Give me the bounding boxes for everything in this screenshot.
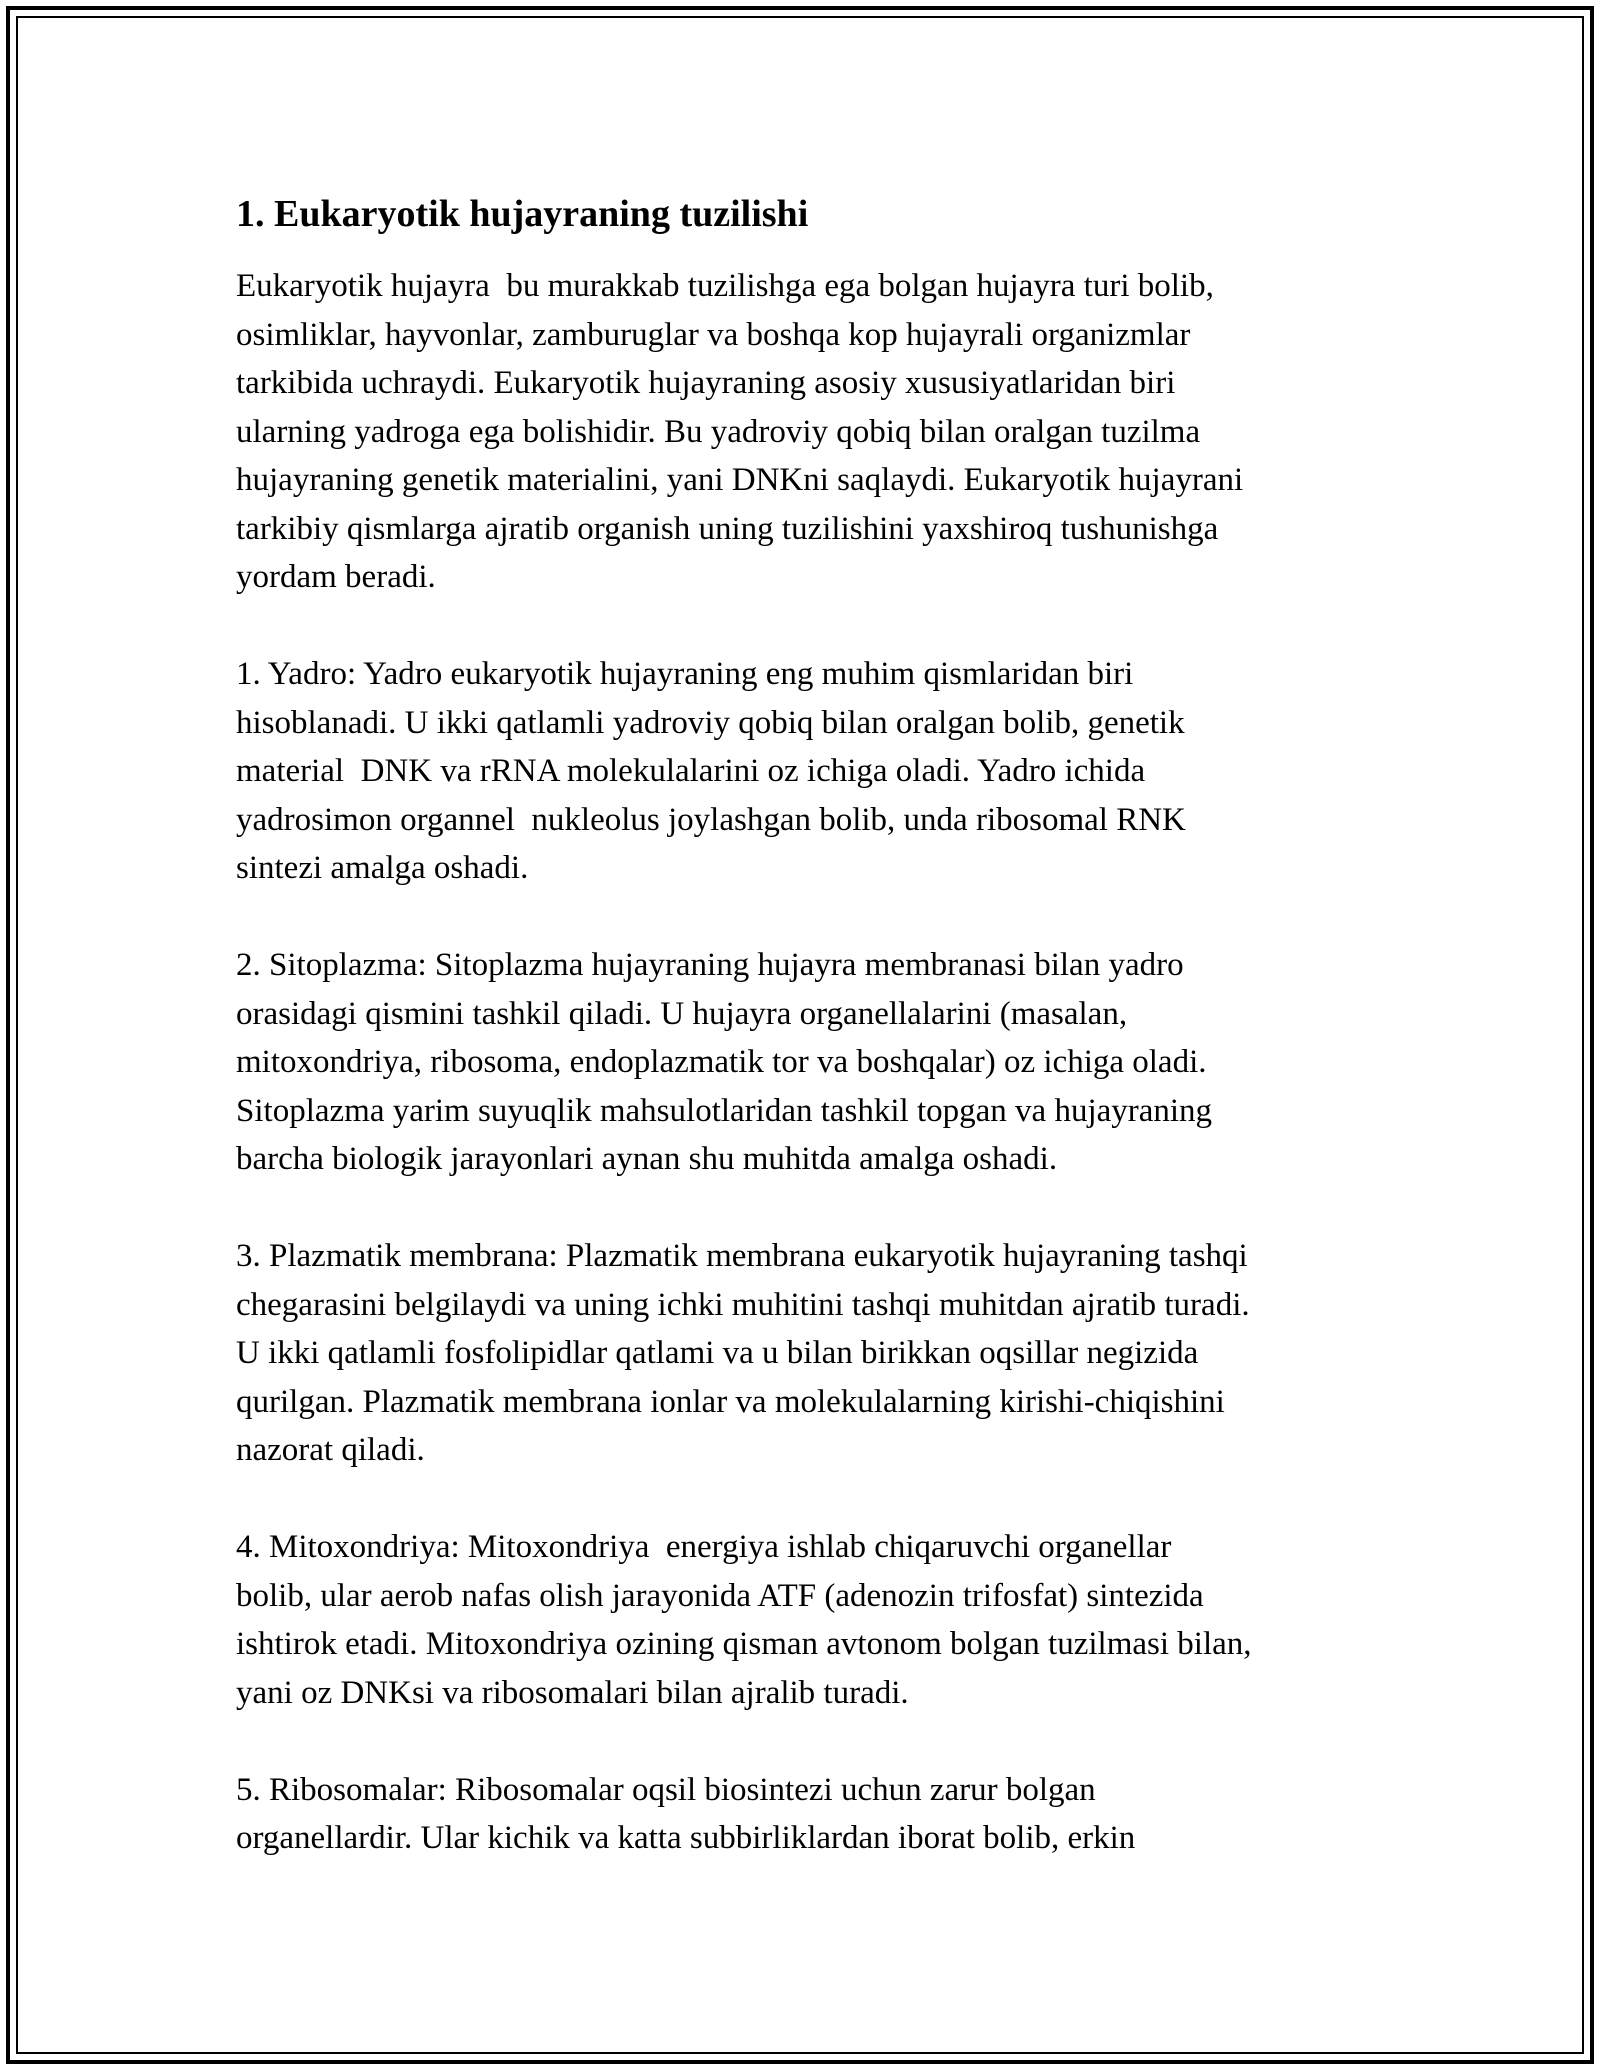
text-line: mitoxondriya, ribosoma, endoplazmatik tor va boshqalar) oz ichiga oladi. [236, 1044, 1207, 1080]
text-line: 3. Plazmatik membrana: Plazmatik membrana eukaryotik hujayraning tashqi [236, 1238, 1248, 1274]
text-line: qurilgan. Plazmatik membrana ionlar va molekulalarning kirishi-chiqishini [236, 1383, 1225, 1420]
text-line: ularning yadroga ega bolishidir. Bu yadroviy qobiq bilan oralgan tuzilma [236, 413, 1201, 450]
text-line: Eukaryotik hujayra bu murakkab tuzilishga ega bolgan hujayra turi bolib, [236, 268, 1214, 304]
text-line: Sitoplazma yarim suyuqlik mahsulotlaridan tashkil topgan va hujayraning [236, 1092, 1213, 1129]
document-body [236, 186, 1386, 1863]
section-plazmatik-membrana-paragraph [236, 1232, 1386, 1475]
page-title: 1. Eukaryotik hujayraning tuzilishi [236, 193, 809, 235]
text-line: bolib, ular aerob nafas olish jarayonida ATF (adenozin trifosfat) sintezida [236, 1577, 1204, 1614]
text-line: chegarasini belgilaydi va uning ichki muhitini tashqi muhitdan ajratib turadi. [236, 1286, 1250, 1323]
text-line: U ikki qatlamli fosfolipidlar qatlami va u bilan birikkan oqsillar negizida [236, 1335, 1199, 1371]
section-yadro-paragraph [236, 650, 1386, 893]
text-line: nazorat qiladi. [236, 1432, 425, 1468]
text-line: osimliklar, hayvonlar, zamburuglar va boshqa kop hujayrali organizmlar [236, 316, 1191, 353]
text-line: ishtirok etadi. Mitoxondriya ozining qisman avtonom bolgan tuzilmasi bilan, [236, 1626, 1252, 1662]
text-line: sintezi amalga oshadi. [236, 850, 529, 886]
text-line: hujayraning genetik materialini, yani DNKni saqlaydi. Eukaryotik hujayrani [236, 462, 1244, 498]
text-line: tarkibida uchraydi. Eukaryotik hujayraning asosiy xususiyatlaridan biri [236, 365, 1176, 401]
text-line: hisoblanadi. U ikki qatlamli yadroviy qobiq bilan oralgan bolib, genetik [236, 704, 1185, 741]
text-line: yadrosimon organnel nukleolus joylashgan bolib, unda ribosomal RNK [236, 801, 1186, 838]
section-ribosomalar-paragraph [236, 1766, 1386, 1863]
text-line: yani oz DNKsi va ribosomalari bilan ajralib turadi. [236, 1674, 909, 1711]
section-mitoxondriya-paragraph [236, 1523, 1386, 1717]
text-line: 5. Ribosomalar: Ribosomalar oqsil biosintezi uchun zarur bolgan [236, 1771, 1096, 1808]
text-line: orasidagi qismini tashkil qiladi. U hujayra organellalarini (masalan, [236, 995, 1128, 1032]
text-line: yordam beradi. [236, 559, 436, 595]
intro-paragraph [236, 262, 1386, 602]
text-line: 1. Yadro: Yadro eukaryotik hujayraning eng muhim qismlaridan biri [236, 656, 1134, 692]
text-line: 4. Mitoxondriya: Mitoxondriya energiya ishlab chiqaruvchi organellar [236, 1529, 1172, 1565]
text-line: organellardir. Ular kichik va katta subbirliklardan iborat bolib, erkin [236, 1820, 1136, 1856]
text-line: tarkibiy qismlarga ajratib organish uning tuzilishini yaxshiroq tushunishga [236, 510, 1219, 547]
section-sitoplazma-paragraph [236, 941, 1386, 1184]
text-line: barcha biologik jarayonlari aynan shu muhitda amalga oshadi. [236, 1141, 1058, 1177]
text-line: material DNK va rRNA molekulalarini oz ichiga oladi. Yadro ichida [236, 753, 1146, 789]
text-line: 2. Sitoplazma: Sitoplazma hujayraning hujayra membranasi bilan yadro [236, 947, 1184, 983]
